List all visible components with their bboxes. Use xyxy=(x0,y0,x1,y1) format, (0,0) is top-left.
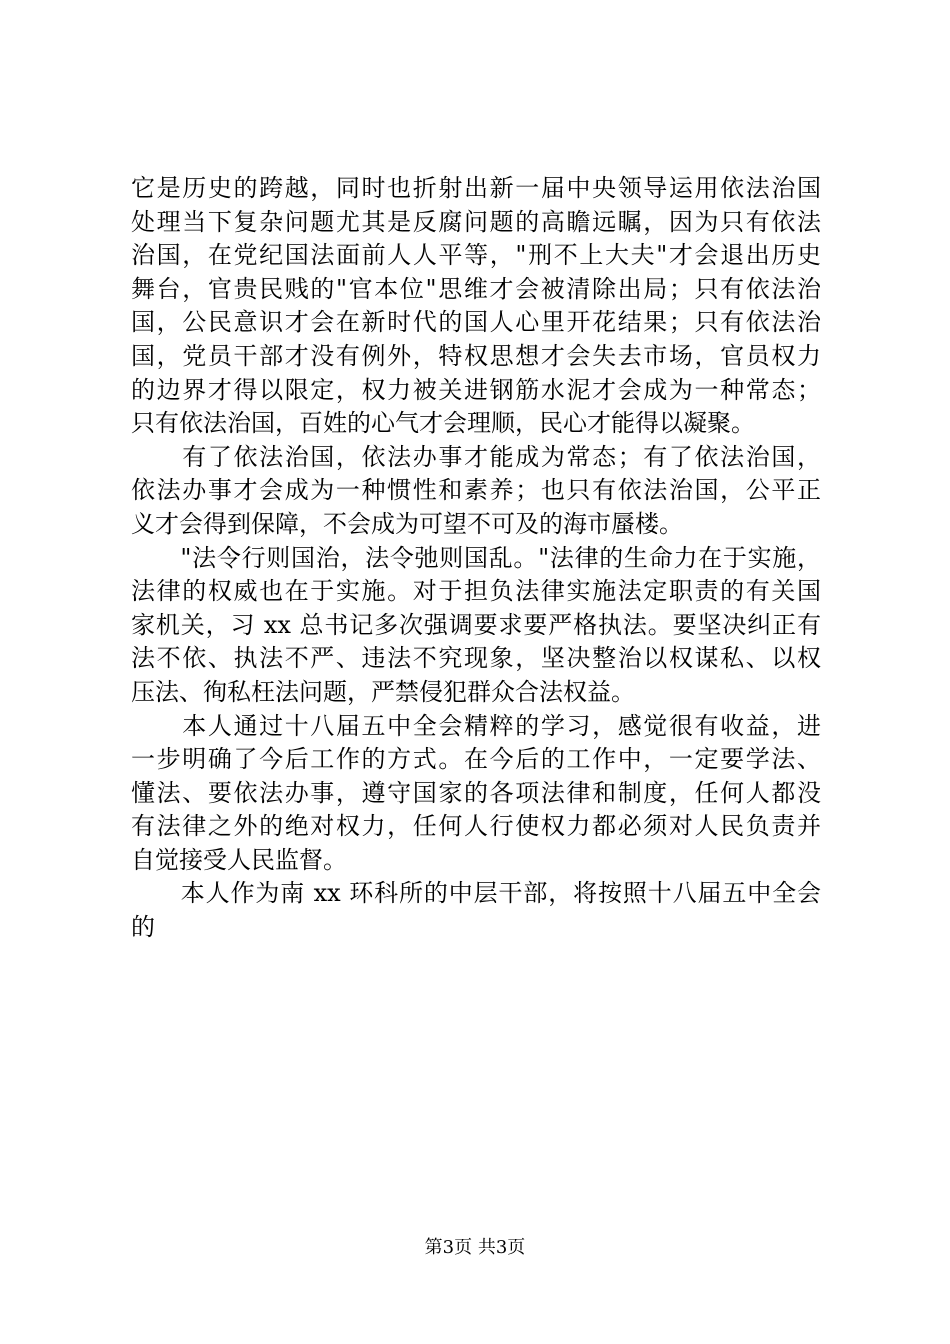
text-line: 懂法、要依法办事，遵守国家的各项法律和制度，任何人都没 xyxy=(131,778,821,807)
text-line: 法律的权威也在于实施。对于担负法律实施法定职责的有关国 xyxy=(131,577,821,606)
text-line: 本人作为南 xx 环科所的中层干部，将按照十八届五中全会 xyxy=(131,879,821,908)
page-footer: 第3页 共3页 xyxy=(424,1237,526,1258)
text-line: 本人通过十八届五中全会精粹的学习，感觉很有收益，进 xyxy=(131,711,821,740)
text-line: 舞台，官贵民贱的"官本位"思维才会被清除出局；只有依法治 xyxy=(131,274,821,303)
text-line: "法令行则国治，法令弛则国乱。"法律的生命力在于实施， xyxy=(131,543,821,572)
text-line: 法不依、执法不严、违法不究现象，坚决整治以权谋私、以权 xyxy=(131,644,821,673)
text-line: 有法律之外的绝对权力，任何人行使权力都必须对人民负责并 xyxy=(131,812,821,841)
text-line: 治国，在党纪国法面前人人平等，"刑不上大夫"才会退出历史 xyxy=(131,241,821,270)
body-text xyxy=(131,172,821,945)
text-line: 的边界才得以限定，权力被关进钢筋水泥才会成为一种常态； xyxy=(131,375,821,404)
text-line: 国，党员干部才没有例外，特权思想才会失去市场，官员权力 xyxy=(131,341,821,370)
text-line: 国，公民意识才会在新时代的国人心里开花结果；只有依法治 xyxy=(131,308,821,337)
text-line: 只有依法治国，百姓的心气才会理顺，民心才能得以凝聚。 xyxy=(131,409,755,438)
text-line: 的 xyxy=(131,913,155,942)
text-line: 有了依法治国，依法办事才能成为常态；有了依法治国， xyxy=(131,442,821,471)
text-line: 家机关，习 xx 总书记多次强调要求要严格执法。要坚决纠正有 xyxy=(131,610,821,639)
text-line: 一步明确了今后工作的方式。在今后的工作中，一定要学法、 xyxy=(131,745,821,774)
text-line: 自觉接受人民监督。 xyxy=(131,845,347,874)
text-line: 处理当下复杂问题尤其是反腐问题的高瞻远瞩，因为只有依法 xyxy=(131,207,821,236)
text-line: 它是历史的跨越，同时也折射出新一届中央领导运用依法治国 xyxy=(131,174,821,202)
text-line: 义才会得到保障，不会成为可望不可及的海市蜃楼。 xyxy=(131,509,683,538)
text-line: 压法、徇私枉法问题，严禁侵犯群众合法权益。 xyxy=(131,677,635,706)
text-line: 依法办事才会成为一种惯性和素养；也只有依法治国，公平正 xyxy=(131,476,821,505)
